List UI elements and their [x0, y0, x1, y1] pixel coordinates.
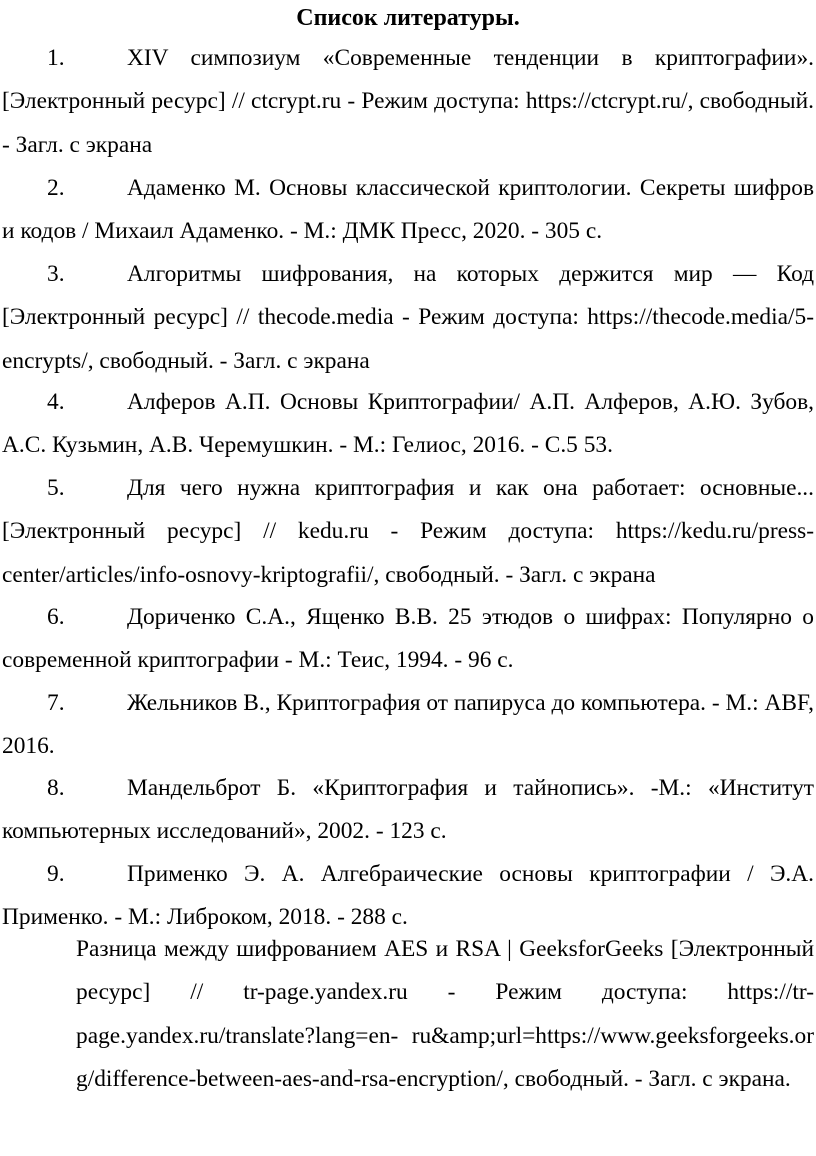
reference-text: Мандельброт Б. «Криптография и тайнопись». -М.: «Институт компьютерных исследований», 2002. - 123 с. — [2, 775, 814, 845]
reference-number: 3. — [47, 261, 65, 287]
reference-text: Алферов А.П. Основы Криптографии/ А.П. Алферов, А.Ю. Зубов, А.С. Кузьмин, А.В. Черемушкин. - М.: Гелиос, 2016. - С.5 53. — [2, 389, 814, 459]
reference-text: Адаменко М. Основы классической криптологии. Секреты шифров и кодов / Михаил Адаменко. - М.: ДМК Пресс, 2020. - 305 с. — [2, 175, 814, 245]
reference-number: 2. — [47, 175, 65, 201]
reference-item-8 — [2, 767, 814, 854]
reference-item-5 — [2, 467, 814, 597]
reference-number: 9. — [47, 861, 65, 887]
reference-text: Дориченко С.А., Ященко В.В. 25 этюдов о шифрах: Популярно о современной криптографии - М.: Теис, 1994. - 96 с. — [2, 604, 814, 674]
reference-text: XIV симпозиум «Современные тенденции в криптографии». [Электронный ресурс] // ctcrypt.ru - Режим доступа: https://ctcrypt.ru/, свободный. - Загл. с экрана — [2, 45, 814, 158]
reference-item-7 — [2, 682, 814, 769]
reference-item-3 — [2, 253, 814, 383]
reference-text-url: ru&amp;url=https://www.geeksforgeeks.org/difference-between-aes-and-rsa-encryption/, свободный. - Загл. с экрана. — [76, 1022, 814, 1092]
reference-number: 5. — [47, 475, 65, 501]
reference-item-1 — [2, 37, 814, 167]
reference-number: 6. — [47, 604, 65, 630]
reference-item-9 — [2, 853, 814, 940]
reference-text: Разница между шифрованием AES и RSA | GeeksforGeeks [Электронный ресурс] // tr-page.yandex.ru - Режим доступа: https://tr-page.yandex.ru/translate?lang=en- — [76, 936, 814, 1049]
reference-item-6 — [2, 596, 814, 683]
reference-item-4 — [2, 381, 814, 468]
reference-text: Применко Э. А. Алгебраические основы криптографии / Э.А. Применко. - М.: Либроком, 2018. - 288 с. — [2, 861, 814, 931]
reference-number: 1. — [47, 45, 65, 71]
page-title: Список литературы. — [296, 5, 520, 31]
reference-item-2 — [2, 167, 814, 254]
reference-number: 7. — [47, 690, 65, 716]
reference-text: Для чего нужна криптография и как она работает: основные... [Электронный ресурс] // kedu.ru - Режим доступа: https://kedu.ru/press-center/articles/info-osnovy-kriptografii/, свободный. - Загл. с экрана — [2, 475, 814, 588]
reference-number: 4. — [47, 389, 65, 415]
reference-number: 8. — [47, 775, 65, 801]
reference-item-extra — [76, 928, 814, 1101]
reference-text: Алгоритмы шифрования, на которых держится мир — Код [Электронный ресурс] // thecode.media - Режим доступа: https://thecode.media/5-encrypts/, свободный. - Загл. с экрана — [2, 261, 814, 374]
reference-text: Жельников В., Криптография от папируса до компьютера. - М.: ABF, 2016. — [2, 690, 814, 760]
